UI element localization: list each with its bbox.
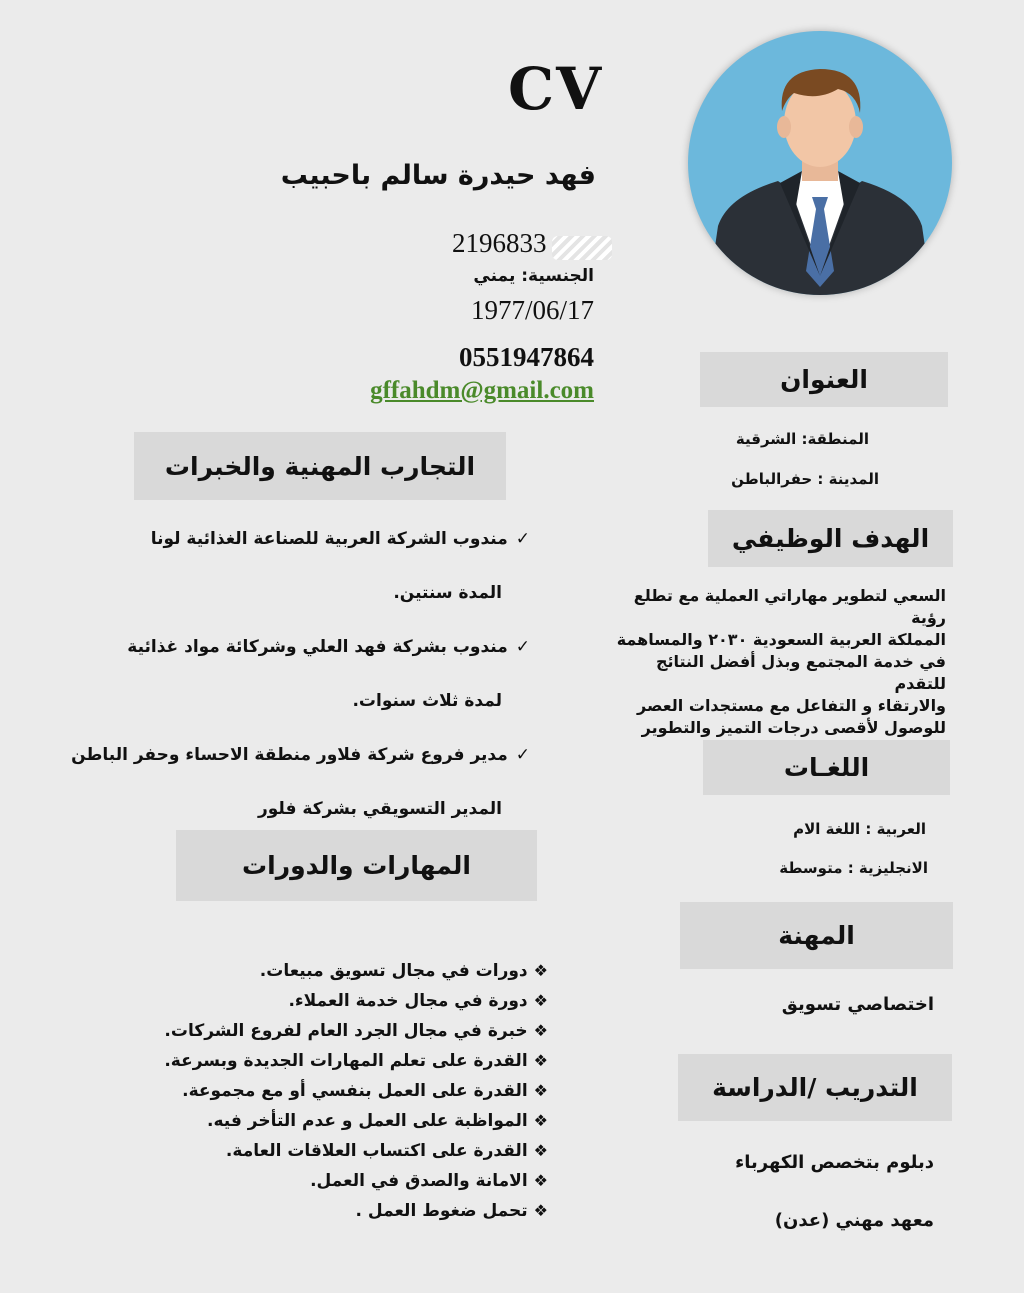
- skill-item: ❖خبرة في مجال الجرد العام لفروع الشركات.: [164, 1021, 548, 1041]
- experience-item-continued: [60, 566, 530, 620]
- training-title: التدريب /الدراسة: [712, 1073, 918, 1102]
- phone-number: 0551947864: [459, 342, 594, 372]
- id-number: 2196833: [452, 228, 547, 258]
- bullet-diamond-icon: ❖: [533, 1111, 548, 1130]
- skill-item: ❖المواظبة على العمل و عدم التأخر فيه.: [207, 1111, 548, 1131]
- bullet-diamond-icon: ❖: [533, 961, 548, 980]
- skills-section-header: [176, 830, 537, 901]
- profile-photo: [688, 31, 952, 295]
- address-region: المنطقة: الشرقية: [735, 430, 869, 448]
- experience-item: [60, 728, 530, 782]
- id-number-row: [452, 228, 622, 262]
- experience-line: مندوب الشركة العربية للصناعة الغذائية لونا: [150, 529, 508, 549]
- bullet-diamond-icon: ❖: [533, 1021, 548, 1040]
- checkmark-icon: ✓: [515, 637, 530, 657]
- redaction-mark: [552, 236, 612, 260]
- bullet-diamond-icon: ❖: [533, 1081, 548, 1100]
- cv-title: CV: [508, 55, 604, 123]
- objective-line: للوصول لأقصى درجات التميز والتطوير: [641, 718, 946, 737]
- experience-line: لمدة ثلاث سنوات.: [352, 691, 502, 711]
- profession-title: المهنة: [778, 921, 855, 950]
- skills-title: المهارات والدورات: [242, 851, 471, 880]
- experience-title: التجارب المهنية والخبرات: [164, 451, 476, 481]
- birth-date: 1977/06/17: [470, 295, 594, 325]
- nationality: الجنسية: يمني: [473, 266, 594, 286]
- language-arabic: العربية : اللغة الام: [793, 820, 926, 838]
- checkmark-icon: ✓: [515, 745, 530, 765]
- objective-line: السعي لتطوير مهاراتي العملية مع تطلع رؤية: [633, 586, 946, 627]
- bullet-diamond-icon: ❖: [533, 1141, 548, 1160]
- experience-line: المدير التسويقي بشركة فلور: [257, 799, 502, 819]
- training-diploma: دبلوم بتخصص الكهرباء: [735, 1152, 934, 1173]
- objective-line: والارتقاء و التفاعل مع مستجدات العصر: [637, 696, 946, 715]
- experience-section-header: [134, 432, 506, 500]
- address-city: المدينة : حفرالباطن: [731, 470, 879, 488]
- objective-title: الهدف الوظيفي: [731, 524, 930, 553]
- experience-item-continued: [60, 674, 530, 728]
- objective-section-header: [708, 510, 953, 567]
- experience-line: مندوب بشركة فهد العلي وشركائة مواد غذائية: [127, 637, 508, 657]
- checkmark-icon: ✓: [515, 529, 530, 549]
- training-institute: معهد مهني (عدن): [774, 1210, 934, 1231]
- skills-list: [128, 956, 548, 1226]
- experience-item-continued: [60, 782, 530, 836]
- skill-item: ❖القدرة على العمل بنفسي أو مع مجموعة.: [182, 1081, 548, 1101]
- bullet-diamond-icon: ❖: [533, 1051, 548, 1070]
- experience-item: [60, 512, 530, 566]
- person-avatar-icon: [688, 31, 952, 295]
- email-row: [264, 377, 594, 405]
- bullet-diamond-icon: ❖: [533, 1171, 548, 1190]
- bullet-diamond-icon: ❖: [533, 1201, 548, 1220]
- skill-item: ❖القدرة على اكتساب العلاقات العامة.: [225, 1141, 548, 1161]
- profession-value: اختصاصي تسويق: [781, 994, 934, 1015]
- languages-section-header: [703, 740, 950, 795]
- skill-item: ❖تحمل ضغوط العمل .: [355, 1201, 548, 1221]
- skill-item: ❖دورات في مجال تسويق مبيعات.: [259, 961, 548, 981]
- experience-list: [60, 512, 530, 836]
- email-link[interactable]: gffahdm@gmail.com: [370, 377, 594, 404]
- experience-line: المدة سنتين.: [393, 583, 502, 603]
- language-english: الانجليزية : متوسطة: [779, 859, 928, 877]
- profession-section-header: [680, 902, 953, 969]
- objective-line: المملكة العربية السعودية ٢٠٣٠ والمساهمة: [616, 630, 946, 649]
- objective-text: [606, 585, 946, 739]
- bullet-diamond-icon: ❖: [533, 991, 548, 1010]
- skill-item: ❖الامانة والصدق في العمل.: [310, 1171, 548, 1191]
- address-title: العنوان: [780, 365, 868, 394]
- skill-item: ❖دورة في مجال خدمة العملاء.: [288, 991, 548, 1011]
- languages-title: اللغـات: [783, 753, 870, 782]
- experience-line: مدير فروع شركة فلاور منطقة الاحساء وحفر الباطن: [71, 745, 508, 765]
- address-section-header: [700, 352, 948, 407]
- skill-item: ❖القدرة على تعلم المهارات الجديدة وبسرعة.: [164, 1051, 548, 1071]
- experience-item: [60, 620, 530, 674]
- training-section-header: [678, 1054, 952, 1121]
- objective-line: في خدمة المجتمع وبذل أفضل النتائج للتقدم: [655, 652, 946, 693]
- person-name: فهد حيدرة سالم باحبيب: [280, 160, 596, 191]
